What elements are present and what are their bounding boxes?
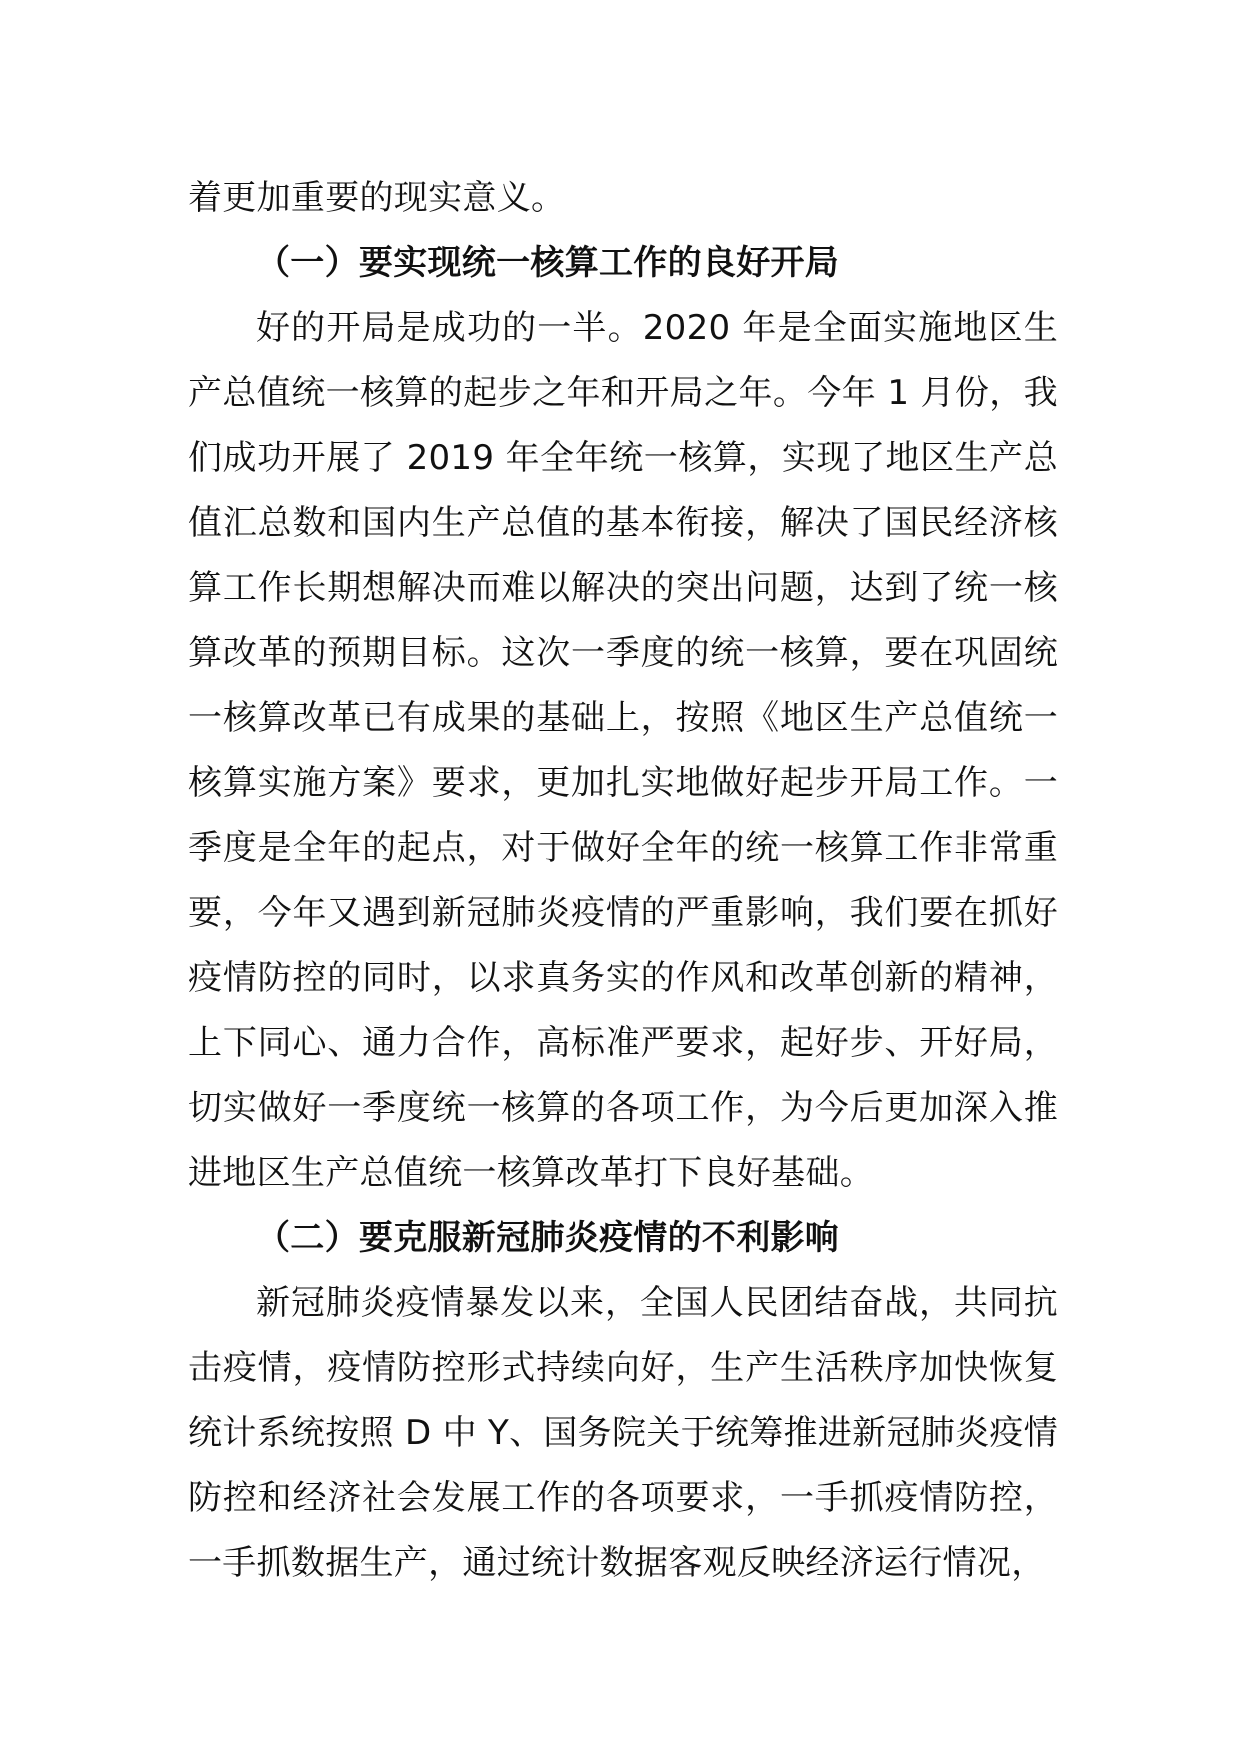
document-body xyxy=(188,166,1058,1596)
section-2-paragraph: 新冠肺炎疫情暴发以来，全国人民团结奋战，共同抗击疫情，疫情防控形式持续向好，生产生活秩序加快恢复统计系统按照 D 中 Y、国务院关于统筹推进新冠肺炎疫情防控和经济社会发展工作的各项要求，一手抓疫情防控，一手抓数据生产，通过统计数据客观反映经济运行情况， xyxy=(188,1283,1058,1583)
section-1-heading: （一）要实现统一核算工作的良好开局 xyxy=(256,243,840,283)
section-2-heading: （二）要克服新冠肺炎疫情的不利影响 xyxy=(256,1218,840,1258)
section-1-paragraph: 好的开局是成功的一半。2020 年是全面实施地区生产总值统一核算的起步之年和开局之年。今年 1 月份，我们成功开展了 2019 年全年统一核算，实现了地区生产总值汇总数和国内生产总值的基本衔接，解决了国民经济核算工作长期想解决而难以解决的突出问题，达到了统一核算改革的预期目标。这次一季度的统一核算，要在巩固统一核算改革已有成果的基础上，按照《地区生产总值统一核算实施方案》要求，更加扎实地做好起步开局工作。一季度是全年的起点，对于做好全年的统一核算工作非常重要，今年又遇到新冠肺炎疫情的严重影响，我们要在抓好疫情防控的同时，以求真务实的作风和改革创新的精神，上下同心、通力合作，高标准严要求，起好步、开好局，切实做好一季度统一核算的各项工作，为今后更加深入推进地区生产总值统一核算改革打下良好基础。 xyxy=(188,308,1058,1193)
lead-paragraph-fragment: 着更加重要的现实意义。 xyxy=(188,178,566,218)
